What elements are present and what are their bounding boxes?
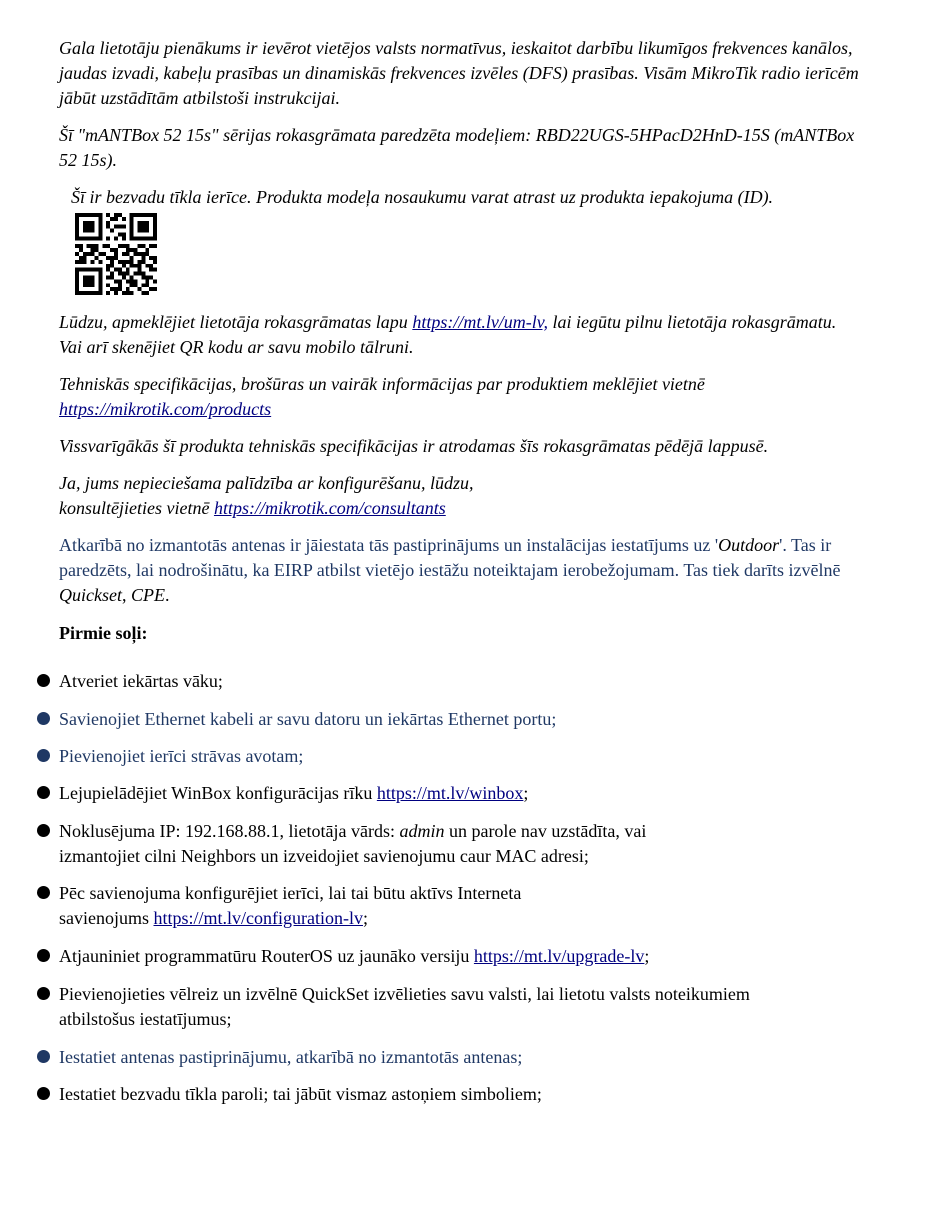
configuration-help-text: Ja, jums nepieciešama palīdzība ar konfigurēšanu, lūdzu, konsultējieties vietnē: [59, 473, 474, 518]
user-manual-link[interactable]: https://mt.lv/um-lv,: [412, 312, 548, 332]
list-bullet: [37, 987, 50, 1000]
list-bullet: [37, 749, 50, 762]
list-item-wireless-password: Iestatiet bezvadu tīkla paroli; tai jābūt vismaz astoņiem simboliem;: [59, 1084, 542, 1104]
upgrade-text: Atjauniniet programmatūru RouterOS uz jaunāko versiju: [59, 946, 474, 966]
specs-paragraph: [59, 372, 719, 422]
model-paragraph: Šī "mANTBox 52 15s" sērijas rokasgrāmata paredzēta modeļiem: RBD22UGS-5HPacD2HnD-15S (mANTBox 52 15s).: [59, 125, 855, 170]
winbox-text-post: ;: [523, 783, 529, 803]
first-steps-heading: Pirmie soļi:: [59, 623, 148, 643]
list-item-quickset-country: Pievienojieties vēlreiz un izvēlnē QuickSet izvēlieties savu valsti, lai lietotu valsts noteikumiem atbilstošus iestatījumus;: [59, 984, 750, 1029]
intro-paragraph-regulations: Gala lietotāju pienākums ir ievērot vietējos valsts normatīvus, ieskaitot darbību likumīgos frekvences kanālos, jaudas izvadi, kabeļu prasības un dinamiskās frekvences izvēles (DFS) prasības. Visām MikroTik radio ierīcēm jābūt uzstādītām atbilstoši instrukcijai.: [59, 38, 859, 108]
antenna-text-a: Atkarībā no izmantotās antenas ir jāiestata tās pastiprinājums un instalācijas iestatījums uz ': [59, 535, 719, 555]
important-specs-paragraph: Vissvarīgākās šī produkta tehniskās specifikācijas ir atrodamas šīs rokasgrāmatas pēdējā lappusē.: [59, 436, 769, 456]
upgrade-text-post: ;: [644, 946, 650, 966]
list-item-configure: [59, 881, 559, 931]
admin-username: admin: [399, 821, 445, 841]
list-item-power: Pievienojiet ierīci strāvas avotam;: [59, 746, 304, 766]
list-bullet: [37, 1050, 50, 1063]
antenna-gain-paragraph: [59, 533, 859, 608]
list-bullet: [37, 824, 50, 837]
cpe-term: CPE: [130, 585, 165, 605]
user-manual-paragraph: [59, 310, 859, 360]
outdoor-term: Outdoor: [718, 535, 780, 555]
antenna-text-e: ,: [121, 585, 131, 605]
list-bullet: [37, 786, 50, 799]
configuration-help-paragraph: [59, 471, 529, 521]
list-bullet: [37, 1087, 50, 1100]
configure-text: Pēc savienojuma konfigurējiet ierīci, lai tai būtu aktīvs Interneta savienojums: [59, 883, 522, 928]
default-ip-text-post: un parole nav uzstādīta, vai izmantojiet cilni Neighbors un izveidojiet savienojumu caur MAC adresi;: [59, 821, 647, 866]
antenna-text-c: '. Tas ir paredzēts, lai nodrošinātu, ka EIRP atbilst vietējo iestāžu noteiktajam ierobežojumam. Tas tiek darīts izvēlnē: [59, 535, 841, 580]
qr-code-icon: [75, 213, 157, 295]
user-manual-text-pre: Lūdzu, apmeklējiet lietotāja rokasgrāmatas lapu: [59, 312, 413, 332]
wireless-device-paragraph: Šī ir bezvadu tīkla ierīce. Produkta modeļa nosaukumu varat atrast uz produkta iepakojuma (ID).: [71, 187, 774, 207]
winbox-text: Lejupielādējiet WinBox konfigurācijas rīku: [59, 783, 377, 803]
antenna-text-g: .: [164, 585, 170, 605]
products-link[interactable]: https://mikrotik.com/products: [59, 399, 272, 419]
list-bullet: [37, 712, 50, 725]
winbox-link[interactable]: https://mt.lv/winbox: [376, 783, 524, 803]
upgrade-link[interactable]: https://mt.lv/upgrade-lv: [473, 946, 645, 966]
list-item-default-ip: [59, 819, 699, 869]
list-item-winbox: [59, 781, 859, 806]
list-item-antenna-gain: Iestatiet antenas pastiprinājumu, atkarībā no izmantotās antenas;: [59, 1047, 523, 1067]
list-item-upgrade: [59, 944, 859, 969]
specs-text-pre: Tehniskās specifikācijas, brošūras un vairāk informācijas par produktiem meklējiet vietnē: [59, 374, 705, 394]
list-item-open-cover: Atveriet iekārtas vāku;: [59, 671, 223, 691]
configure-text-post: ;: [362, 908, 368, 928]
list-bullet: [37, 949, 50, 962]
list-bullet: [37, 886, 50, 899]
default-ip-text: Noklusējuma IP: 192.168.88.1, lietotāja vārds:: [59, 821, 400, 841]
configuration-link[interactable]: https://mt.lv/configuration-lv: [153, 908, 363, 928]
user-manual-text-post: lai iegūtu pilnu lietotāja rokasgrāmatu. Vai arī skenējiet QR kodu ar savu mobilo tālruni.: [59, 312, 837, 357]
list-bullet: [37, 674, 50, 687]
consultants-link[interactable]: https://mikrotik.com/consultants: [213, 498, 446, 518]
list-item-connect-ethernet: Savienojiet Ethernet kabeli ar savu datoru un iekārtas Ethernet portu;: [59, 709, 557, 729]
quickset-term: Quickset: [59, 585, 122, 605]
